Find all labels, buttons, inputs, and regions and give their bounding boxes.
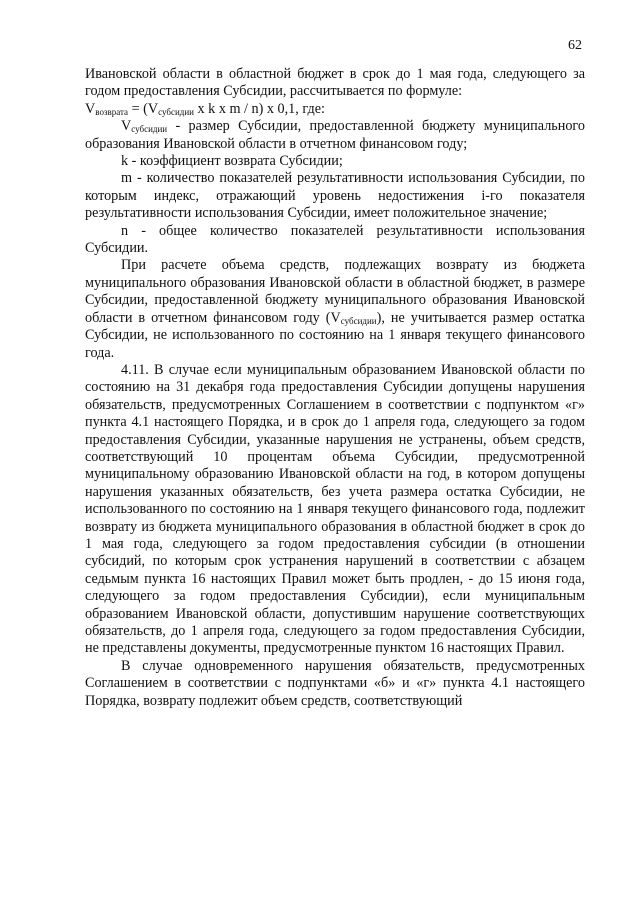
def-v-text: - размер Субсидии, предоставленной бюджету муниципального образования Ивановской области в отчетном финансовом году; bbox=[85, 118, 585, 152]
calc-paragraph bbox=[85, 257, 585, 361]
def-k: k - коэффициент возврата Субсидии; bbox=[121, 153, 343, 170]
page-number: 62 bbox=[568, 38, 582, 53]
calc-before: При расчете объема средств, подлежащих возврату из бюджета муниципального образования Ивановской области в областной бюджет, в размере Субсидии, предоставленной бюджету муниципального образования Ивановской области в отчетном финансовом году (V bbox=[85, 257, 585, 326]
formula-lhs: V bbox=[85, 100, 96, 117]
calc-after: ), не учитывается размер остатка Субсидии, не использованного по состоянию на 1 января текущего финансового года. bbox=[85, 309, 585, 361]
formula-lhs-sub: возврата bbox=[95, 106, 129, 117]
section-4-11-paragraph: 4.11. В случае если муниципальным образованием Ивановской области по состоянию на 31 декабря года предоставления Субсидии допущены нарушения обязательств, предусмотренных Соглашением в соответствии с подпунктом «г» пункта 4.1 настоящего Порядка, и в срок до 1 апреля года, следующего за годом предоставления Субсидии, указанные нарушения не устранены, объем средств, соответствующий 10 процентам объема Субсидии, предусмотренной муниципальному образованию Ивановской области на год, в котором допущены нарушения указанных обязательств, без учета размера остатка Субсидии, не использованного по состоянию на 1 января текущего финансового года, подлежит возврату из бюджета муниципального образования в областной бюджет в срок до 1 мая года, следующего за годом предоставления субсидии (в отношении субсидий, по которым срок устранения нарушений в соответствии с абзацем седьмым пункта 16 настоящих Правил может быть продлен, - до 15 июня года, следующего за годом предоставления Субсидии), если муниципальным образованием Ивановской области, допустившим нарушение соответствующих обязательств, до 1 апреля года, следующего за годом предоставления Субсидии, не представлены документы, предусмотренные пунктом 16 настоящих Правил. bbox=[85, 361, 585, 657]
def-v-symbol: V bbox=[121, 118, 132, 135]
formula-rest: x k x m / n) x 0,1, где: bbox=[193, 100, 325, 117]
last-paragraph: В случае одновременного нарушения обязательств, предусмотренных Соглашением в соответствии с подпунктами «б» и «г» пункта 4.1 настоящего Порядка, возврату подлежит объем средств, соответствующий bbox=[85, 657, 585, 709]
document-body bbox=[85, 66, 585, 710]
formula bbox=[85, 101, 585, 118]
def-m: m - количество показателей результативности использования Субсидии, по которым индекс, отражающий уровень недостижения i-го показателя результативности использования Субсидии, имеет положительное значение; bbox=[85, 170, 585, 222]
intro-paragraph: Ивановской области в областной бюджет в срок до 1 мая года, следующего за годом предоставления Субсидии, рассчитывается по формуле: bbox=[85, 66, 585, 100]
def-n: n - общее количество показателей результативности использования Субсидии. bbox=[85, 222, 585, 257]
formula-open: = (V bbox=[128, 100, 159, 117]
def-v bbox=[85, 118, 585, 153]
calc-sub: субсидии bbox=[340, 315, 377, 326]
formula-sub: субсидии bbox=[158, 106, 194, 117]
def-v-sub: субсидии bbox=[131, 124, 168, 135]
